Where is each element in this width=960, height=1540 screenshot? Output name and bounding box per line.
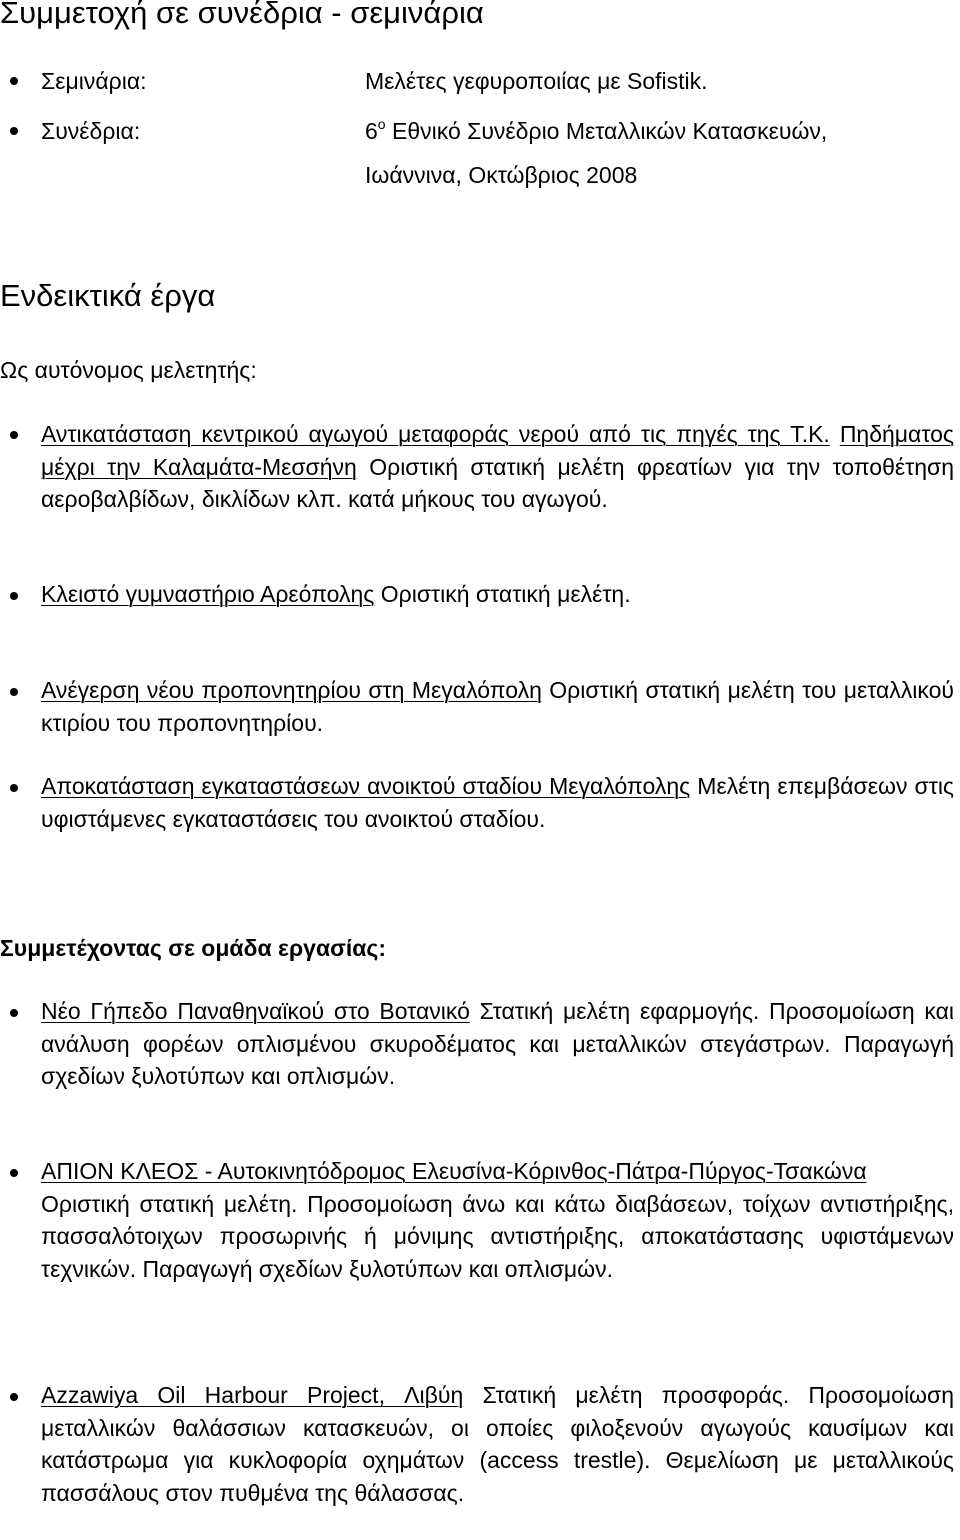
project-description: Μελέτη επεμβάσεων στις υφιστάμενες εγκαταστάσεις του ανοικτού σταδίου. (41, 773, 955, 832)
conference-name-text: Εθνικό Συνέδριο Μεταλλικών Κατασκευών, (385, 118, 828, 144)
bullet-icon (10, 1169, 18, 1177)
project-title-continued: Πηδήματος μέχρι την Καλαμάτα-Μεσσήνη (41, 421, 954, 480)
bullet-icon (10, 431, 18, 439)
conferences-title: Συμμετοχή σε συνέδρια - σεμινάρια (0, 0, 484, 30)
project-title: Αποκατάσταση εγκαταστάσεων ανοικτού σταδίου Μεγαλόπολης (41, 773, 691, 799)
project-title: Azzawiya Oil Harbour Project, Λιβύη (41, 1382, 464, 1408)
bullet-icon (10, 127, 18, 135)
seminars-value: Μελέτες γεφυροποιίας με Sofistik. (365, 68, 708, 94)
conference-number: 6 (365, 118, 378, 144)
conference-superscript: ο (377, 116, 386, 132)
bullet-icon (10, 784, 18, 792)
bullet-icon (10, 1009, 18, 1017)
conference-name (365, 117, 827, 145)
project-title: Κλειστό γυμναστήριο Αρεόπολης (41, 581, 375, 607)
project-description: Στατική μελέτη εφαρμογής. Προσομοίωση και ανάλυση φορέων οπλισμένου σκυροδέματος και μεταλλικών στεγάστρων. Παραγωγή σχεδίων ξυλοτύπων και οπλισμών. (41, 998, 955, 1089)
project-description: Οριστική στατική μελέτη φρεατίων για την τοποθέτηση αεροβαλβίδων, δικλίδων κλπ. κατά μήκους του αγωγού. (41, 453, 955, 512)
independent-heading: Ως αυτόνομος μελετητής: (0, 357, 257, 383)
project-description: Οριστική στατική μελέτη. Προσομοίωση άνω και κάτω διαβάσεων, τοίχων αντιστήριξης, πασσαλότοιχων προσωρινής ή μόνιμης αντιστήριξης, αποκατάστασης υφιστάμενων τεχνικών. Παραγωγή σχεδίων ξυλοτύπων και οπλισμών. (41, 1190, 954, 1282)
project-title: Νέο Γήπεδο Παναθηναϊκού στο Βοτανικό (41, 998, 470, 1024)
project-item (41, 578, 954, 611)
conference-place: Ιωάννινα, Οκτώβριος 2008 (365, 162, 638, 188)
project-item (41, 1379, 954, 1509)
project-item (41, 1155, 954, 1285)
bullet-icon (10, 77, 18, 85)
project-description: Οριστική στατική μελέτη. (380, 581, 631, 607)
seminars-label: Σεμινάρια: (41, 68, 147, 94)
project-title: Ανέγερση νέου προπονητηρίου στη Μεγαλόπολη (41, 677, 542, 703)
project-item (41, 418, 954, 516)
project-description: Οριστική στατική μελέτη του μεταλλικού κτιρίου του προπονητηρίου. (41, 677, 954, 736)
project-item (41, 674, 954, 739)
project-title: Αντικατάσταση κεντρικού αγωγού μεταφοράς νερού από τις πηγές της Τ.Κ. (41, 421, 830, 447)
project-item (41, 995, 954, 1093)
project-description: Στατική μελέτη προσφοράς. Προσομοίωση μεταλλικών θαλάσσιων κατασκευών, οι οποίες φιλοξενούν αγωγούς καυσίμων και κατάστρωμα για κυκλοφορία οχημάτων (access trestle). Θεμελίωση με μεταλλικούς πασσάλους στον πυθμένα της θάλασσας. (41, 1382, 954, 1506)
bullet-icon (10, 1393, 18, 1401)
project-title: ΑΠΙΟΝ ΚΛΕΟΣ - Αυτοκινητόδρομος Ελευσίνα-Κόρινθος-Πάτρα-Πύργος-Τσακώνα (41, 1158, 867, 1184)
bullet-icon (10, 688, 18, 696)
conferences-label: Συνέδρια: (41, 118, 141, 144)
project-item (41, 770, 954, 835)
bullet-icon (10, 592, 18, 600)
projects-title: Ενδεικτικά έργα (0, 278, 216, 313)
team-heading: Συμμετέχοντας σε ομάδα εργασίας: (0, 935, 386, 961)
